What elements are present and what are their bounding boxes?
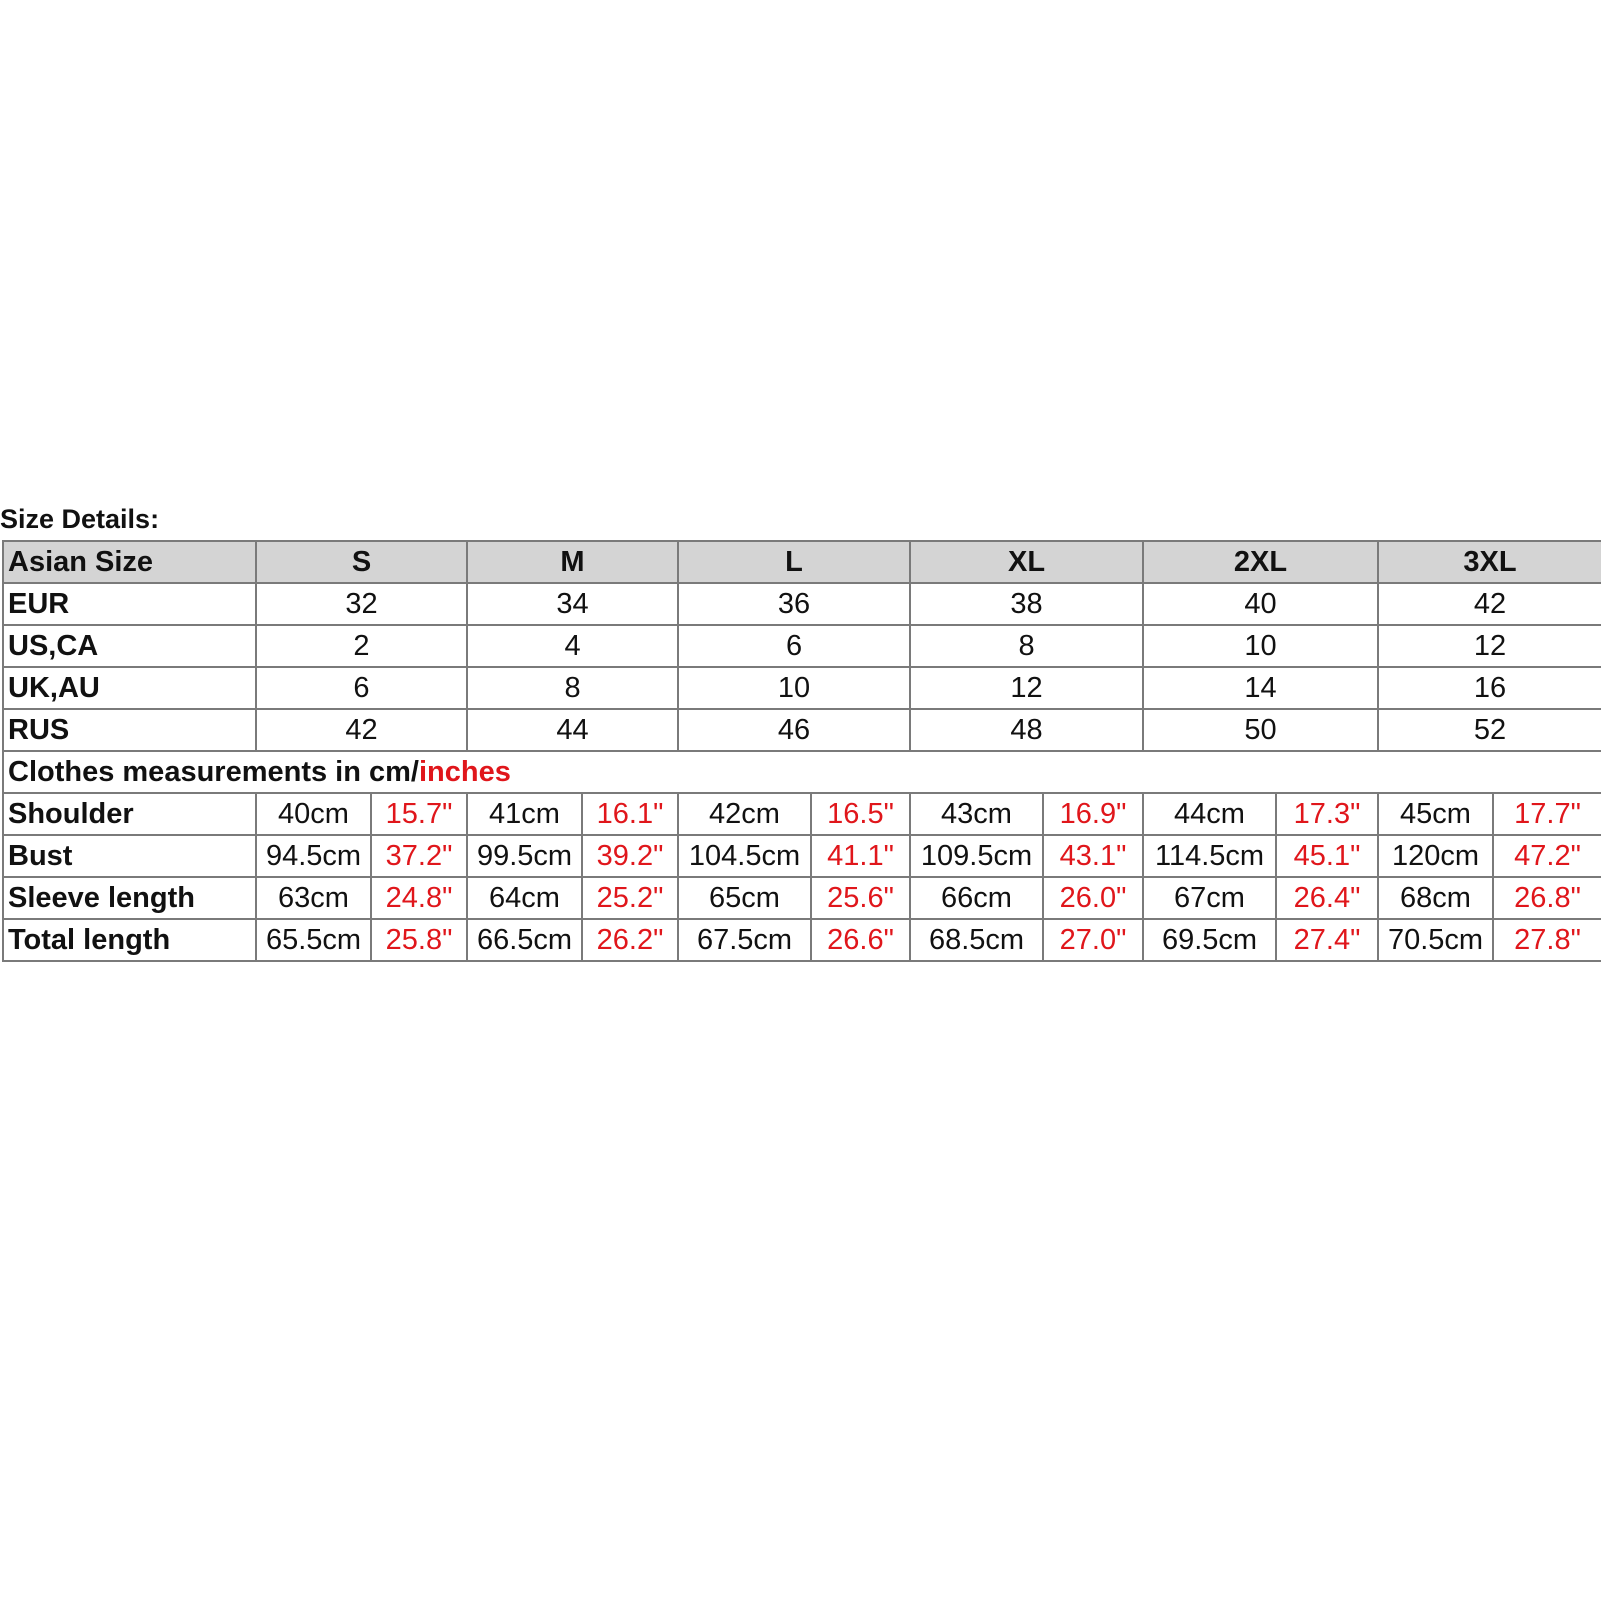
cm-value-cell: 70.5cm [1378,919,1493,961]
row-label: EUR [3,583,256,625]
size-value-cell: 12 [1378,625,1601,667]
inch-value-cell: 37.2" [371,835,467,877]
size-value-cell: 12 [910,667,1143,709]
row-label: UK,AU [3,667,256,709]
measurement-row-total-length [3,919,1601,961]
size-header-cell: L [678,541,910,583]
row-label: Bust [3,835,256,877]
cm-value-cell: 109.5cm [910,835,1043,877]
cm-value-cell: 68.5cm [910,919,1043,961]
cm-value-cell: 63cm [256,877,371,919]
measurements-section-row [3,751,1601,793]
size-value-cell: 42 [1378,583,1601,625]
row-label: Sleeve length [3,877,256,919]
inch-value-cell: 26.4" [1276,877,1378,919]
size-value-cell: 4 [467,625,678,667]
cm-value-cell: 66.5cm [467,919,582,961]
cm-value-cell: 40cm [256,793,371,835]
cm-value-cell: 42cm [678,793,811,835]
size-chart-table [2,540,1601,962]
size-value-cell: 6 [678,625,910,667]
inch-value-cell: 47.2" [1493,835,1601,877]
size-value-cell: 8 [910,625,1143,667]
inch-value-cell: 26.0" [1043,877,1143,919]
size-value-cell: 10 [678,667,910,709]
section-highlight: inches [418,756,511,788]
measurement-row-shoulder [3,793,1601,835]
cm-value-cell: 120cm [1378,835,1493,877]
cm-value-cell: 44cm [1143,793,1276,835]
size-header-cell: M [467,541,678,583]
size-header-cell: 3XL [1378,541,1601,583]
inch-value-cell: 45.1" [1276,835,1378,877]
inch-value-cell: 26.8" [1493,877,1601,919]
section-prefix: Clothes measurements in cm/ [8,756,419,788]
size-value-cell: 38 [910,583,1143,625]
size-value-cell: 10 [1143,625,1378,667]
conversion-row-uk-au [3,667,1601,709]
inch-value-cell: 26.2" [582,919,678,961]
cm-value-cell: 114.5cm [1143,835,1276,877]
size-value-cell: 8 [467,667,678,709]
cm-value-cell: 65.5cm [256,919,371,961]
row-label: RUS [3,709,256,751]
page-title: Size Details: [0,504,160,534]
inch-value-cell: 27.8" [1493,919,1601,961]
size-value-cell: 14 [1143,667,1378,709]
inch-value-cell: 25.6" [811,877,910,919]
size-value-cell: 36 [678,583,910,625]
cm-value-cell: 69.5cm [1143,919,1276,961]
size-header-cell: 2XL [1143,541,1378,583]
size-value-cell: 16 [1378,667,1601,709]
cm-value-cell: 65cm [678,877,811,919]
inch-value-cell: 24.8" [371,877,467,919]
inch-value-cell: 27.4" [1276,919,1378,961]
cm-value-cell: 104.5cm [678,835,811,877]
cm-value-cell: 66cm [910,877,1043,919]
measurement-row-sleeve-length [3,877,1601,919]
size-value-cell: 40 [1143,583,1378,625]
size-value-cell: 6 [256,667,467,709]
size-value-cell: 42 [256,709,467,751]
size-value-cell: 46 [678,709,910,751]
cm-value-cell: 64cm [467,877,582,919]
inch-value-cell: 39.2" [582,835,678,877]
cm-value-cell: 67cm [1143,877,1276,919]
cm-value-cell: 99.5cm [467,835,582,877]
cm-value-cell: 43cm [910,793,1043,835]
inch-value-cell: 25.8" [371,919,467,961]
conversion-row-eur [3,583,1601,625]
cm-value-cell: 68cm [1378,877,1493,919]
inch-value-cell: 41.1" [811,835,910,877]
size-value-cell: 52 [1378,709,1601,751]
cm-value-cell: 45cm [1378,793,1493,835]
size-header-cell: XL [910,541,1143,583]
cm-value-cell: 67.5cm [678,919,811,961]
size-value-cell: 34 [467,583,678,625]
measurement-row-bust [3,835,1601,877]
conversion-row-us-ca [3,625,1601,667]
size-value-cell: 50 [1143,709,1378,751]
cm-value-cell: 41cm [467,793,582,835]
row-label: Shoulder [3,793,256,835]
inch-value-cell: 17.7" [1493,793,1601,835]
measurements-section-heading [3,751,1601,793]
inch-value-cell: 16.1" [582,793,678,835]
row-label: US,CA [3,625,256,667]
inch-value-cell: 16.9" [1043,793,1143,835]
inch-value-cell: 26.6" [811,919,910,961]
inch-value-cell: 15.7" [371,793,467,835]
size-value-cell: 32 [256,583,467,625]
size-value-cell: 2 [256,625,467,667]
size-header-row [3,541,1601,583]
inch-value-cell: 43.1" [1043,835,1143,877]
inch-value-cell: 25.2" [582,877,678,919]
inch-value-cell: 27.0" [1043,919,1143,961]
size-value-cell: 48 [910,709,1143,751]
header-label: Asian Size [3,541,256,583]
row-label: Total length [3,919,256,961]
conversion-row-rus [3,709,1601,751]
cm-value-cell: 94.5cm [256,835,371,877]
size-header-cell: S [256,541,467,583]
inch-value-cell: 17.3" [1276,793,1378,835]
inch-value-cell: 16.5" [811,793,910,835]
size-value-cell: 44 [467,709,678,751]
